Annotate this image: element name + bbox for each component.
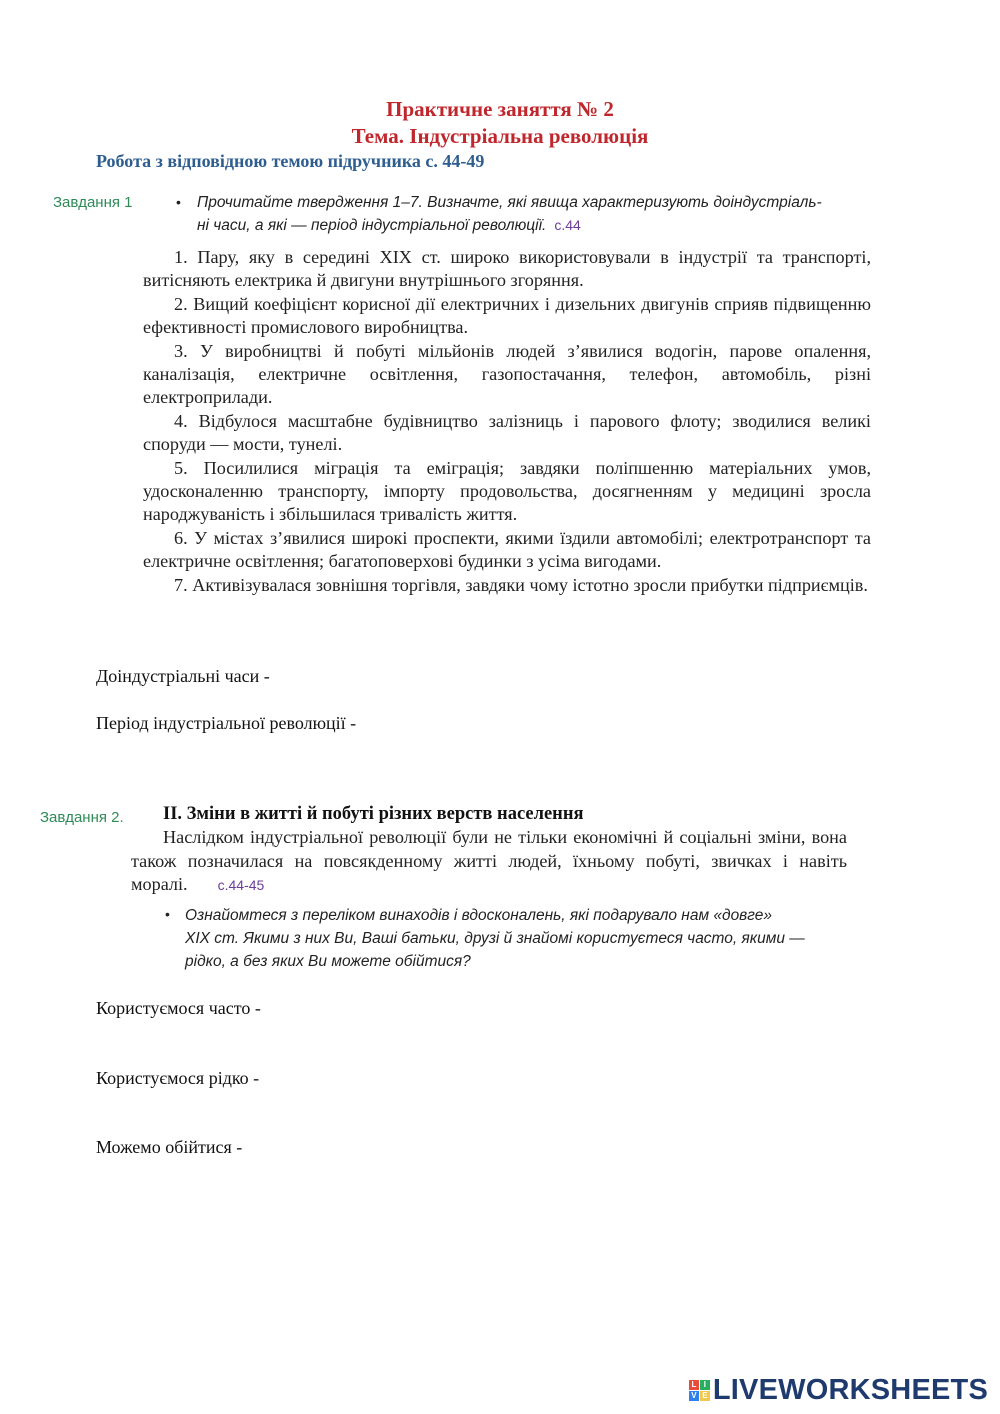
logo-tile: V <box>689 1391 699 1401</box>
task1-instruction-line1: Прочитайте твердження 1–7. Визначте, які явища характеризують доіндустріаль- <box>197 194 822 211</box>
statement-4: 4. Відбулося масштабне будівництво залізниць і парового флоту; зводилися великі споруди — мости, тунелі. <box>143 410 871 455</box>
statement-3: 3. У виробництві й побуті мільйонів людей з’явилися водогін, парове опалення, каналізація, електричне освітлення, газопостачання, телефон, автомобіль, різні електроприлади. <box>143 340 871 408</box>
task2-label: Завдання 2. <box>40 809 124 826</box>
task2-instruction-line3: рідко, а без яких Ви можете обійтися? <box>185 953 471 970</box>
statement-1: 1. Пару, яку в середині XIX ст. широко використовували в індустрії та транспорті, витісняють електрика й двигуни внутрішнього згоряння. <box>143 247 871 291</box>
task1-instruction-line2-wrap <box>197 214 887 237</box>
logo-text: LIVEWORKSHEETS <box>712 1373 988 1406</box>
liveworksheets-logo[interactable] <box>689 1374 988 1406</box>
task1-instruction <box>197 191 887 237</box>
statement-5: 5. Посилилися міграція та еміграція; завдяки поліпшенню матеріальних умов, удосконаленню транспорту, імпорту продовольства, досягненням у медицині зросла народжуваність і збільшилася тривалість життя. <box>143 457 871 525</box>
answer-often: Користуємося часто - <box>96 998 261 1018</box>
task1-label: Завдання 1 <box>53 194 133 211</box>
bullet-icon: • <box>165 906 170 922</box>
statement-2: 2. Вищий коефіцієнт корисної дії електричних і дизельних двигунів сприяв підвищенню ефективності промислового виробництва. <box>143 293 871 338</box>
logo-tile: L <box>689 1380 699 1390</box>
statement-6: 6. У містах з’явилися широкі проспекти, якими їздили автомобілі; електротранспорт та електричне освітлення; багатоповерхові будинки з усіма вигодами. <box>143 527 871 572</box>
answer-rarely: Користуємося рідко - <box>96 1068 260 1088</box>
task2-instruction <box>185 904 865 973</box>
section-intro <box>131 826 847 898</box>
page-title: Практичне заняття № 2 <box>386 97 614 121</box>
statement-7: 7. Активізувалася зовнішня торгівля, завдяки чому істотно зросли прибутки підприємців. <box>174 574 868 595</box>
task2-instruction-line1: Ознайомтеся з переліком винаходів і вдосконалень, які подарувало нам «довге» <box>185 907 772 924</box>
answer-without: Можемо обійтися - <box>96 1137 243 1157</box>
logo-tile: E <box>700 1391 710 1401</box>
topic-title: Тема. Індустріальна революція <box>351 124 649 148</box>
task2-page-ref: с.44-45 <box>217 877 265 893</box>
answer-preindustrial: Доіндустріальні часи - <box>96 666 270 686</box>
section-heading: II. Зміни в житті й побуті різних верств населення <box>163 804 584 824</box>
logo-tile: I <box>700 1380 710 1390</box>
section-intro-text: Наслідком індустріальної революції були не тільки економічні й соціальні зміни, вона також позначилася на повсякденному житті людей, їхньому побуті, звичках і навіть моралі. <box>131 827 847 894</box>
logo-tiles-icon <box>689 1380 710 1401</box>
textbook-reference: Робота з відповідною темою підручника с. 44-49 <box>96 151 485 171</box>
task2-instruction-line2: XIX ст. Якими з них Ви, Ваші батьки, друзі й знайомі користуєтеся часто, якими — <box>185 930 805 947</box>
task1-instruction-line2: ні часи, а які — період індустріальної революції. <box>197 217 547 234</box>
statements-list <box>143 246 871 597</box>
answer-industrial: Період індустріальної революції - <box>96 713 357 733</box>
task1-page-ref: с.44 <box>554 217 581 233</box>
bullet-icon: • <box>176 194 181 210</box>
